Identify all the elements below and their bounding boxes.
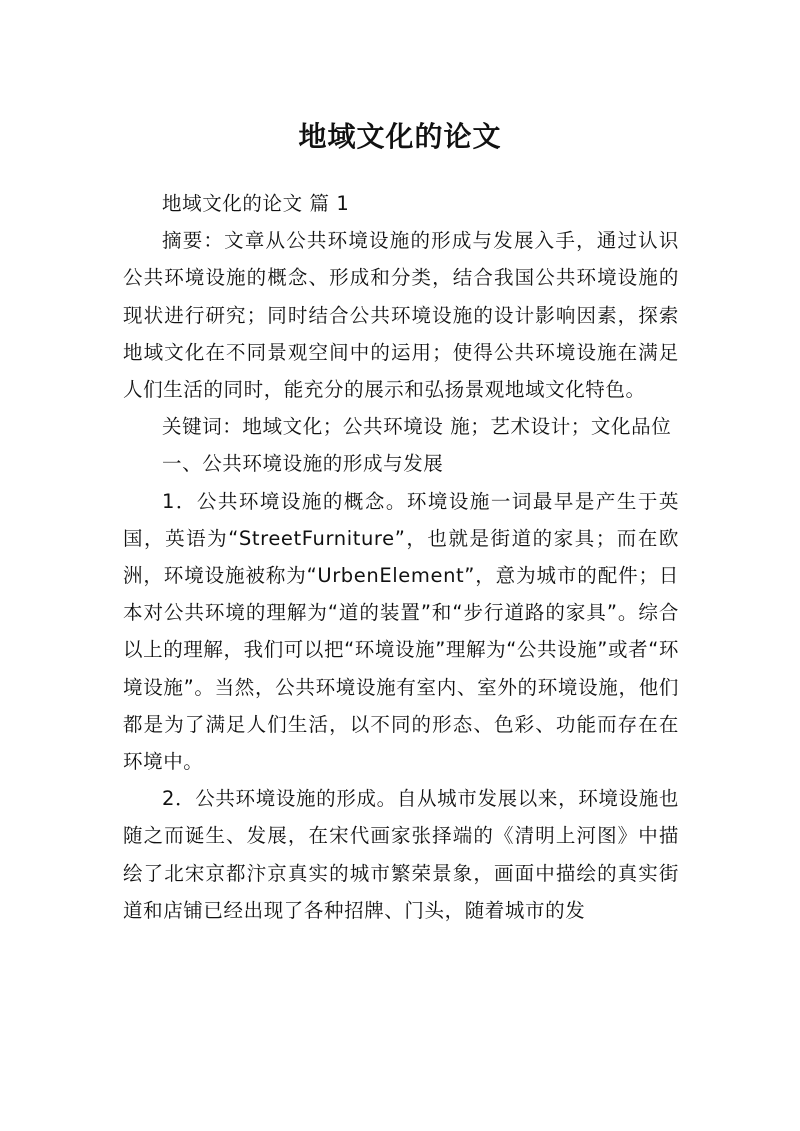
- body-paragraph: 1．公共环境设施的概念。环境设施一词最早是产生于英国，英语为“StreetFurniture”，也就是街道的家具；而在欧洲，环境设施被称为“UrbenElement”，意为城市的配件；日本对公共环境的理解为“道的装置”和“步行道路的家具”。综合以上的理解，我们可以把“环境设施”理解为“公共设施”或者“环境设施”。当然，公共环境设施有室内、室外的环境设施，他们都是为了满足人们生活，以不同的形态、色彩、功能而存在在环境中。: [123, 489, 680, 774]
- chapter-heading: 一、公共环境设施的形成与发展: [162, 452, 444, 476]
- abstract-paragraph: 摘要：文章从公共环境设施的形成与发展入手，通过认识公共环境设施的概念、形成和分类，结合我国公共环境设施的现状进行研究；同时结合公共环境设施的设计影响因素，探索地域文化在不同景观空间中的运用；使得公共环境设施在满足人们生活的同时，能充分的展示和弘扬景观地域文化特色。: [123, 229, 679, 402]
- document-title: 地域文化的论文: [298, 119, 502, 153]
- body-paragraph: 2．公共环境设施的形成。自从城市发展以来，环境设施也随之而诞生、发展，在宋代画家张择端的《清明上河图》中描绘了北宋京都汴京真实的城市繁荣景象，画面中描绘的真实街道和店铺已经出现了各种招牌、门头，随着城市的发: [123, 787, 679, 922]
- section-heading: 地域文化的论文 篇 1: [162, 192, 350, 215]
- keywords-paragraph: 关键词：地域文化；公共环境设 施；艺术设计；文化品位: [162, 415, 672, 439]
- document-body: [123, 185, 679, 929]
